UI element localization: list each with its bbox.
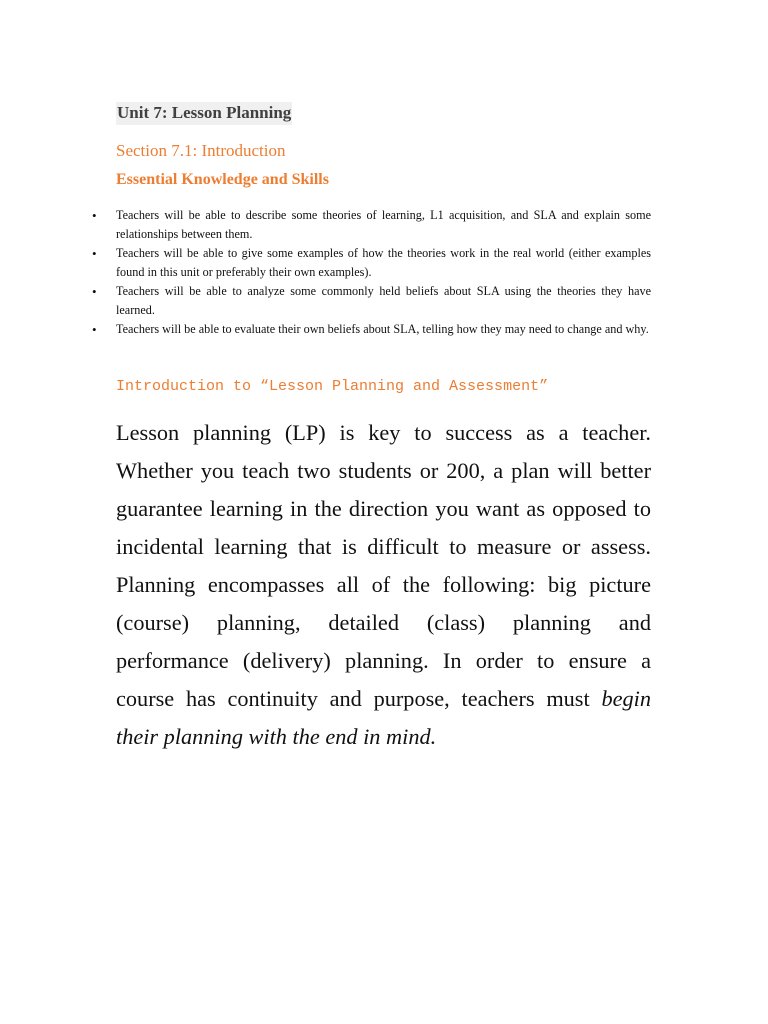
list-item [92, 206, 651, 244]
bullet-icon: • [92, 208, 97, 223]
section-title: Section 7.1: Introduction [116, 141, 286, 160]
bullet-icon: • [92, 284, 97, 299]
list-item-text: Teachers will be able to give some examples of how the theories work in the real world (either examples found in this unit or preferably their own examples). [116, 246, 651, 279]
list-item-text: Teachers will be able to describe some theories of learning, L1 acquisition, and SLA and explain some relationships between them. [116, 208, 651, 241]
list-item [92, 244, 651, 282]
unit-title: Unit 7: Lesson Planning [116, 102, 292, 125]
bullet-icon: • [92, 322, 97, 337]
list-item-text: Teachers will be able to analyze some commonly held beliefs about SLA using the theories they have learned. [116, 284, 651, 317]
objectives-list [92, 206, 651, 339]
essential-knowledge-heading: Essential Knowledge and Skills [116, 171, 329, 188]
body-text: Lesson planning (LP) is key to success as a teacher. Whether you teach two students or 200, a plan will better guarantee learning in the direction you want as opposed to incidental learning that is difficult to measure or assess. Planning encompasses all of the following: big picture (course) planning, detailed (class) planning and performance (delivery) planning. In order to ensure a course has continuity and purpose, teachers must [116, 420, 651, 711]
body-paragraph [116, 414, 651, 756]
list-item-text: Teachers will be able to evaluate their own beliefs about SLA, telling how they may need to change and why. [116, 322, 649, 336]
body-emphasis: begin their planning with the end in mind. [116, 686, 651, 749]
list-item [92, 320, 651, 339]
introduction-heading: Introduction to “Lesson Planning and Assessment” [116, 378, 549, 395]
list-item [92, 282, 651, 320]
bullet-icon: • [92, 246, 97, 261]
